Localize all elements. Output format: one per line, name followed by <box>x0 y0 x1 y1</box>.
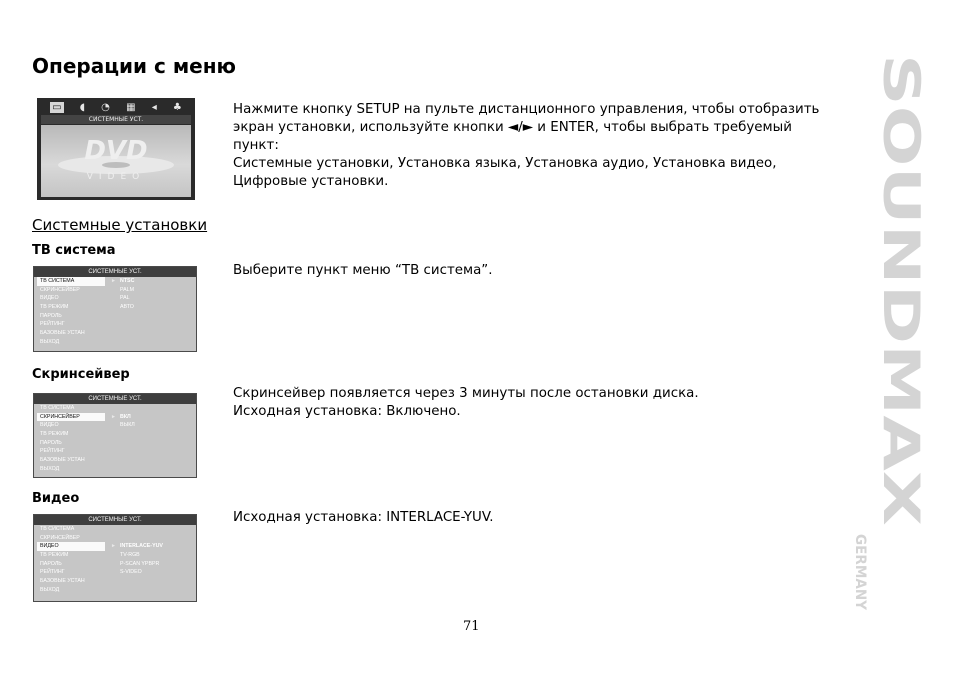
menu-item: СКРИНСЕЙВЕР <box>40 286 80 293</box>
video-text: Исходная установка: INTERLACE-YUV. <box>233 510 494 525</box>
menu-item: ПАРОЛЬ <box>40 439 62 446</box>
screensaver-menu-image <box>33 393 197 478</box>
menu-item: РЕЙТИНГ <box>40 321 65 328</box>
menu-item: ТВ РЕЖИМ <box>40 304 69 311</box>
menu-item: ВЫХОД <box>40 586 60 593</box>
monitor-icon: ▭ <box>52 102 62 113</box>
menu-item: ВЫХОД <box>40 465 60 472</box>
video-heading: Видео <box>32 491 80 506</box>
menu-item: РЕЙТИНГ <box>40 448 65 455</box>
gear-icon: ♣ <box>172 102 182 113</box>
menu-item: СКРИНСЕЙВЕР <box>40 534 80 541</box>
soundmax-logo <box>836 52 930 613</box>
dvd-logo-area <box>41 125 191 197</box>
tv-system-menu-image <box>33 266 197 352</box>
menu-option: PAL <box>120 295 130 302</box>
menu-header: СИСТЕМНЫЕ УСТ. <box>34 515 196 525</box>
menu-item: РЕЙТИНГ <box>40 569 65 576</box>
menu-option: NTSC <box>120 278 135 284</box>
menu-item: ВИДЕО <box>40 295 59 302</box>
setup-icon-bar <box>42 101 190 114</box>
dvd-logo-subtext: VIDEO <box>86 172 146 182</box>
menu-item: ВЫХОД <box>40 338 60 345</box>
dvd-logo <box>41 125 191 197</box>
menu-option: ВЫКЛ <box>120 422 135 429</box>
video-menu-image <box>33 514 197 602</box>
screensaver-text <box>233 385 699 421</box>
menu-item: ПАРОЛЬ <box>40 312 62 319</box>
intro-line: Нажмите кнопку SETUP на пульте дистанционного управления, чтобы отобразить <box>233 102 820 117</box>
intro-line: пункт: <box>233 138 279 153</box>
menu-option: INTERLACE-YUV <box>120 543 163 550</box>
menu-option: S-VIDEO <box>120 569 142 576</box>
menu-option: АВТО <box>120 304 134 311</box>
dvd-logo-text: DVD <box>84 136 148 166</box>
intro-paragraph <box>233 101 819 191</box>
menu-item: ТВ СИСТЕМА <box>40 405 75 411</box>
arrow-right-icon: ► <box>111 543 116 550</box>
menu-header: СИСТЕМНЫЕ УСТ. <box>34 267 196 277</box>
menu-item-selected: ВИДЕО <box>37 542 105 551</box>
brand-name: SOUNDMAX <box>872 54 930 384</box>
setup-screen-image <box>37 98 195 200</box>
setup-screen-header: СИСТЕМНЫЕ УСТ. <box>41 115 191 124</box>
grid-icon: ▦ <box>126 102 136 113</box>
menu-item: БАЗОВЫЕ УСТАН <box>40 457 85 464</box>
tv-system-heading: ТВ система <box>32 243 116 258</box>
speech-icon: ◔ <box>101 102 110 113</box>
arrow-right-icon: ► <box>111 278 116 284</box>
speaker-icon: ◖ <box>79 102 85 113</box>
intro-line: Системные установки, Установка языка, Установка аудио, Установка видео, <box>233 156 777 171</box>
menu-option: PALM <box>120 286 135 293</box>
menu-item: ТВ РЕЖИМ <box>40 431 69 438</box>
menu-item-selected: ТВ СИСТЕМА <box>37 277 105 286</box>
menu-option: TV-RGB <box>120 552 140 559</box>
menu-option: ВКЛ <box>120 413 131 420</box>
section-title: Системные установки <box>32 216 208 234</box>
menu-item: ВИДЕО <box>40 422 59 429</box>
intro-line: экран установки, используйте кнопки ◄/► и ENTER, чтобы выбрать требуемый <box>233 120 792 135</box>
screensaver-heading: Скринсейвер <box>32 367 130 382</box>
screensaver-line: Исходная установка: Включено. <box>233 404 461 419</box>
menu-item: БАЗОВЫЕ УСТАН <box>40 330 85 337</box>
page-number: 71 <box>463 619 480 634</box>
menu-item: ТВ СИСТЕМА <box>40 526 75 532</box>
menu-item-selected: СКРИНСЕЙВЕР <box>37 413 105 422</box>
screensaver-line: Скринсейвер появляется через 3 минуты после остановки диска. <box>233 386 699 401</box>
arrow-right-icon: ► <box>111 413 116 420</box>
menu-item: ТВ РЕЖИМ <box>40 552 69 559</box>
menu-item: БАЗОВЫЕ УСТАН <box>40 578 85 585</box>
menu-option: P-SCAN YPBPR <box>120 560 160 567</box>
tv-system-text: Выберите пункт меню “ТВ система”. <box>233 263 493 278</box>
page-title: Операции с меню <box>32 54 237 78</box>
arrows-icon: ◂ <box>151 102 157 113</box>
menu-item: ПАРОЛЬ <box>40 560 62 567</box>
brand-country: GERMANY <box>852 534 868 613</box>
menu-header: СИСТЕМНЫЕ УСТ. <box>34 394 196 404</box>
intro-line: Цифровые установки. <box>233 174 389 189</box>
